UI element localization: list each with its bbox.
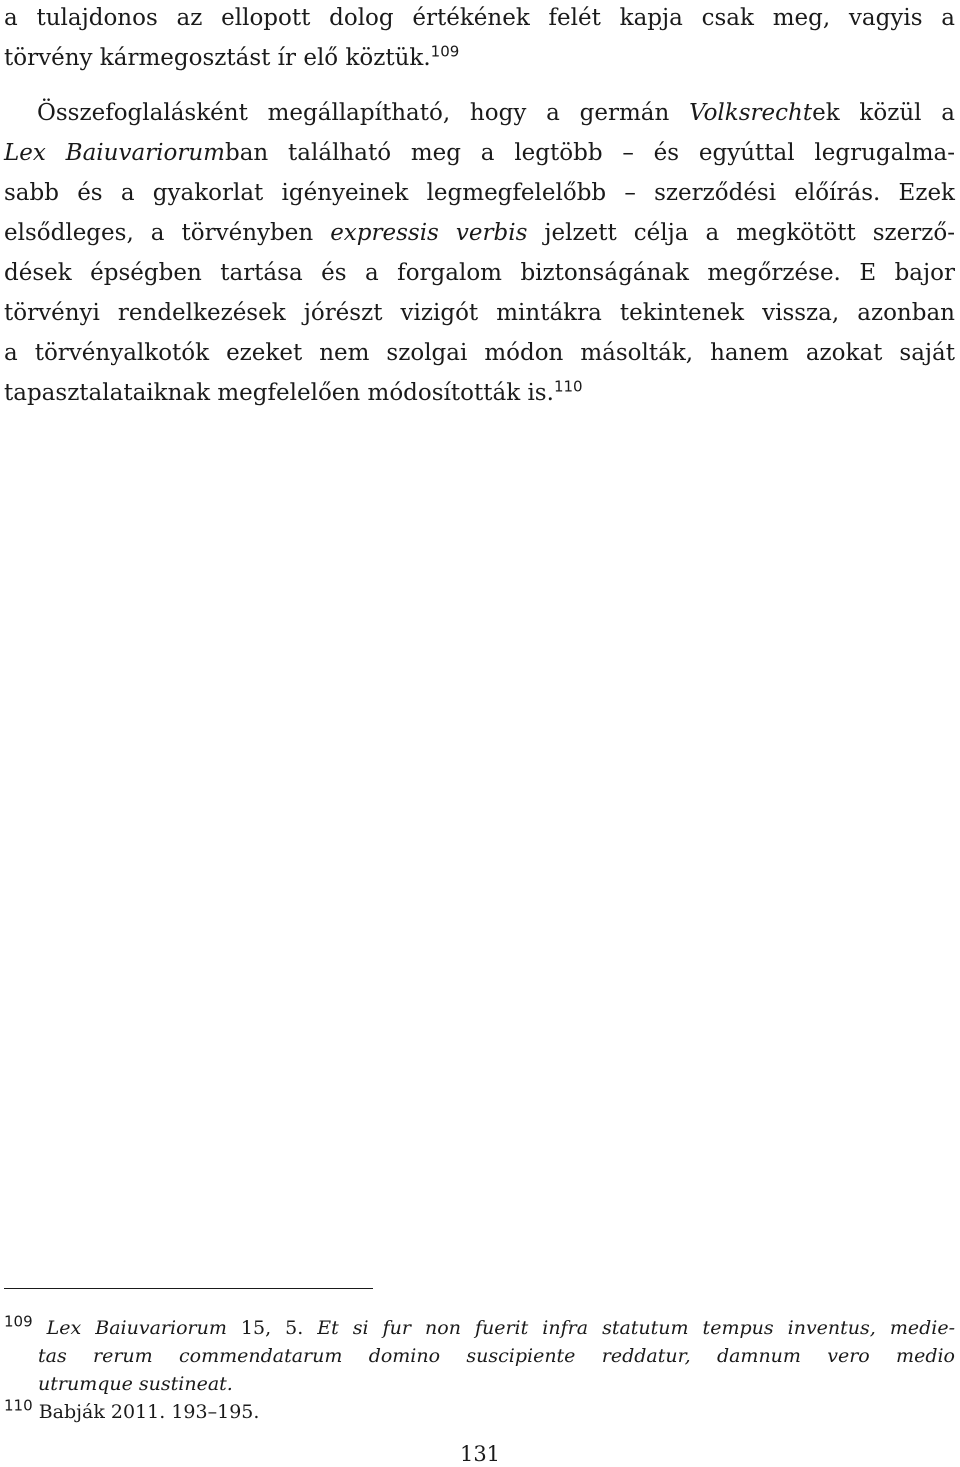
text-line: törvényi rendelkezések jórészt vizigót mintákra tekintenek vissza, azonban bbox=[4, 300, 955, 326]
emphasis: expressis verbis bbox=[330, 220, 528, 246]
emphasis: Et si fur non fuerit infra statutum tempus inventus, medie- bbox=[317, 1317, 956, 1339]
footnote-separator bbox=[4, 1288, 373, 1289]
footnote-109-line bbox=[4, 1342, 955, 1370]
footnote-110-line bbox=[4, 1398, 955, 1426]
footnote-number: 110 bbox=[4, 1396, 33, 1415]
page-number: 131 bbox=[459, 1442, 501, 1466]
text-span: törvény kármegosztást ír elő köztük. bbox=[4, 45, 431, 71]
text-line: a tulajdonos az ellopott dolog értékének felét kapja csak meg, vagyis a bbox=[4, 5, 955, 31]
text-line bbox=[4, 93, 955, 133]
footnote-109-line bbox=[4, 1314, 955, 1342]
emphasis: Lex Baiuvariorum bbox=[4, 140, 225, 166]
text-line: dések épségben tartása és a forgalom biztonságának megőrzése. E bajor bbox=[4, 260, 955, 286]
emphasis: tas rerum commendatarum domino suscipiente reddatur, damnum vero medio bbox=[38, 1345, 955, 1367]
text-line bbox=[4, 133, 955, 173]
footnote-109-line bbox=[4, 1370, 955, 1398]
footnote-reference[interactable]: 109 bbox=[430, 42, 460, 61]
footnote-reference[interactable]: 110 bbox=[553, 377, 583, 396]
emphasis: Lex Baiuvariorum bbox=[46, 1317, 227, 1339]
text-line: a törvényalkotók ezeket nem szolgai módon másolták, hanem azokat saját bbox=[4, 340, 955, 366]
footnote-text: Babják 2011. 193–195. bbox=[38, 1401, 260, 1423]
text-line bbox=[4, 213, 955, 253]
text-line bbox=[4, 38, 955, 78]
text-span: ek közül a bbox=[812, 100, 955, 126]
text-span: elsődleges, a törvényben bbox=[4, 220, 331, 246]
text-span: Összefoglalásként megállapítható, hogy a germán bbox=[37, 100, 690, 126]
text-span: 15, 5. bbox=[226, 1317, 318, 1339]
paragraph-summary bbox=[4, 93, 955, 413]
emphasis: utrumque sustineat. bbox=[38, 1373, 233, 1395]
paragraph-continued bbox=[4, 0, 955, 78]
text-span: jelzett célja a megkötött szerző- bbox=[527, 220, 955, 246]
text-line bbox=[4, 373, 955, 413]
text-span: ban található meg a legtöbb – és egyúttal legrugalma- bbox=[224, 140, 955, 166]
text-line: sabb és a gyakorlat igényeinek legmegfelelőbb – szerződési előírás. Ezek bbox=[4, 180, 955, 206]
emphasis: Volksrecht bbox=[689, 100, 813, 126]
footnote-number: 109 bbox=[4, 1312, 33, 1331]
footnotes bbox=[4, 1314, 955, 1426]
text-span: tapasztalataiknak megfelelően módosították is. bbox=[4, 380, 554, 406]
